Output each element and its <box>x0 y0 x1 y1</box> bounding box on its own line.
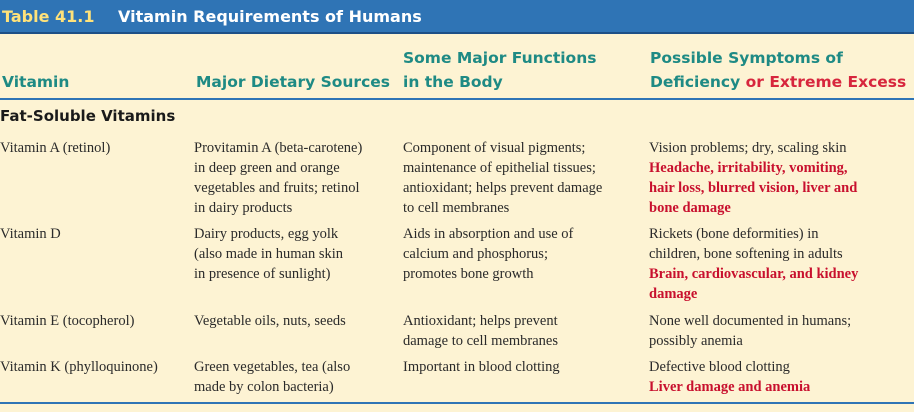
header-deficiency: Deficiency <box>650 73 741 91</box>
header-vitamin: Vitamin <box>2 73 70 91</box>
row-vitamin-d-sources: Dairy products, egg yolk (also made in human skin in presence of sunlight) <box>194 226 344 282</box>
header-functions-line2: in the Body <box>403 73 503 91</box>
header-excess: or Extreme Excess <box>745 73 907 91</box>
row-vitamin-k-name: Vitamin K (phylloquinone) <box>0 359 158 375</box>
table-title-bar <box>0 0 914 34</box>
header-symptoms-line1: Possible Symptoms of <box>650 49 843 67</box>
row-vitamin-e-functions: Antioxidant; helps prevent damage to cell membranes <box>403 313 559 349</box>
row-vitamin-a-excess: Headache, irritability, vomiting, hair loss, blurred vision, liver and bone damage <box>649 160 858 216</box>
row-vitamin-e-sources: Vegetable oils, nuts, seeds <box>194 313 346 329</box>
row-vitamin-a-name: Vitamin A (retinol) <box>0 140 111 156</box>
row-vitamin-e-deficiency: None well documented in humans; possibly anemia <box>649 313 852 349</box>
header-functions-line1: Some Major Functions <box>403 49 597 67</box>
row-vitamin-d-deficiency: Rickets (bone deformities) in children, bone softening in adults <box>649 226 843 262</box>
row-vitamin-a-sources: Provitamin A (beta-carotene) in deep green and orange vegetables and fruits; retinol in dairy products <box>194 140 363 216</box>
row-vitamin-k-deficiency: Defective blood clotting <box>649 359 790 375</box>
row-vitamin-d-excess: Brain, cardiovascular, and kidney damage <box>649 266 859 302</box>
row-vitamin-k-functions: Important in blood clotting <box>403 359 560 375</box>
section-heading: Fat-Soluble Vitamins <box>0 107 176 125</box>
row-vitamin-a-deficiency: Vision problems; dry, scaling skin <box>649 140 847 156</box>
header-sources: Major Dietary Sources <box>196 73 391 91</box>
row-vitamin-e-name: Vitamin E (tocopherol) <box>0 313 135 329</box>
header-functions <box>403 46 596 94</box>
row-vitamin-d-functions: Aids in absorption and use of calcium and phosphorus; promotes bone growth <box>403 226 574 282</box>
row-vitamin-d-name: Vitamin D <box>0 226 61 242</box>
row-vitamin-k-excess: Liver damage and anemia <box>649 379 811 395</box>
table-title: Vitamin Requirements of Humans <box>118 7 422 26</box>
bottom-rule <box>0 402 914 404</box>
row-vitamin-k-sources: Green vegetables, tea (also made by colon bacteria) <box>194 359 351 395</box>
table-number: Table 41.1 <box>2 7 95 26</box>
header-rule <box>0 98 914 100</box>
header-symptoms <box>650 46 906 94</box>
row-vitamin-a-functions: Component of visual pigments; maintenance of epithelial tissues; antioxidant; helps prevent damage to cell membranes <box>403 140 603 216</box>
